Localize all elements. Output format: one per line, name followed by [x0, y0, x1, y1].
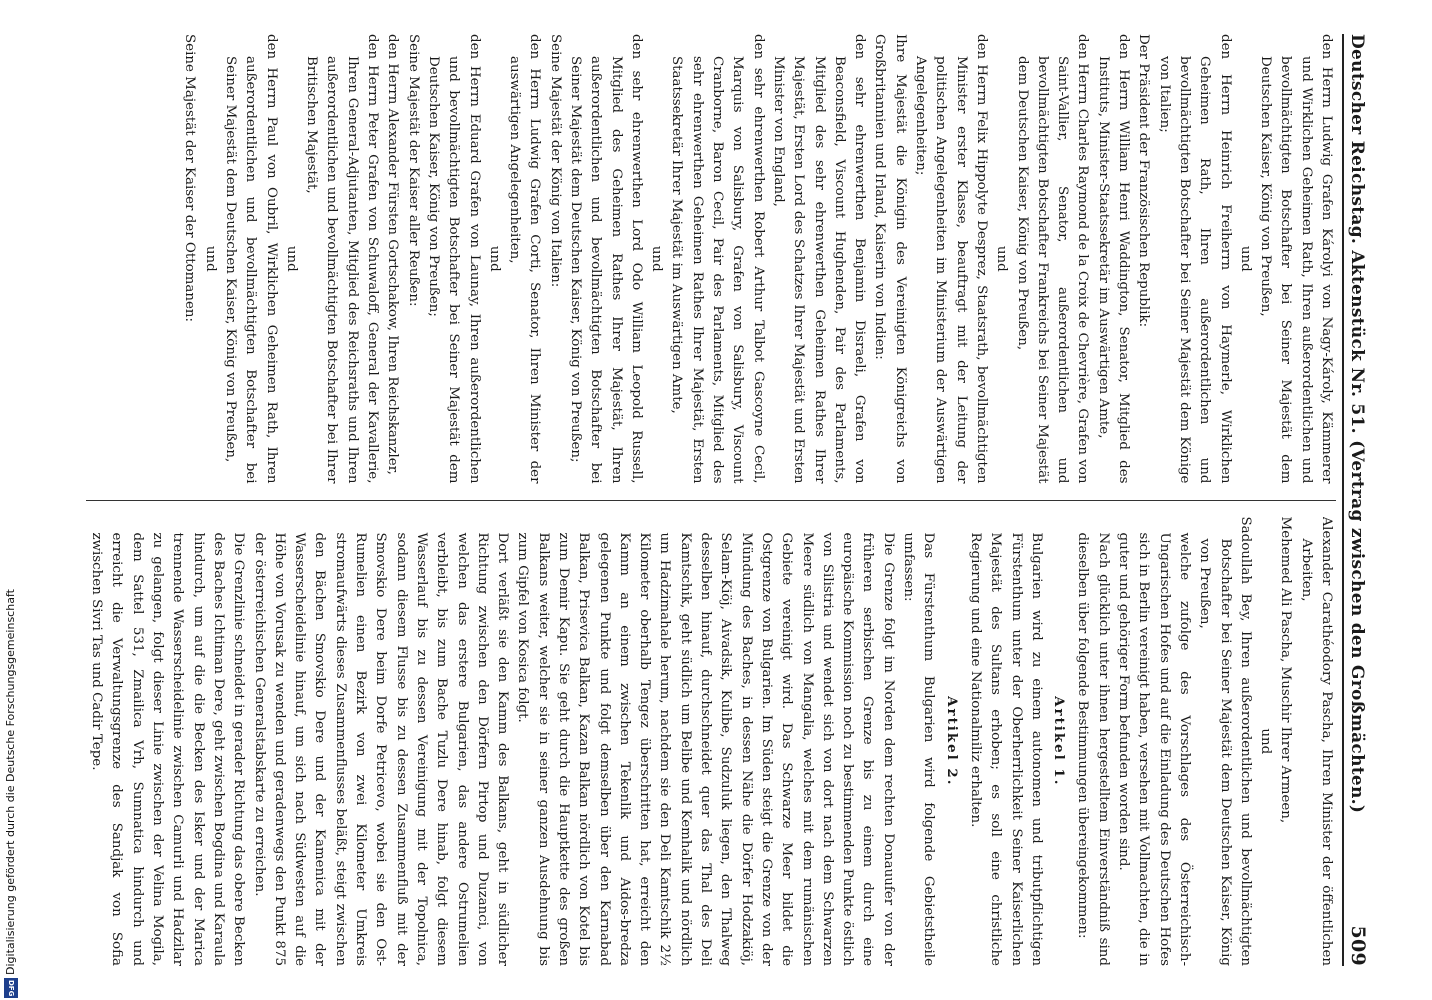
paragraph: Ihre Majestät die Königin des Vereinigten Königreichs von Großbritannien und Irland, Kaiserin von Indien:: [872, 34, 908, 484]
paragraph: und: [486, 245, 502, 272]
paragraph: Die Grenze folgt im Norden dem rechten Donauufer von der früheren serbischen Grenze bis zu einem durch eine europäische Kommission noch zu bestimmenden Punkte östlich von Silistria und wendet sich von dort nach dem Schwarzen Meere südlich von Mangalia, welches mit dem rumänischen Gebiete vereinigt wird. Das Schwarze Meer bildet die Ostgrenze von Bulgarien. Im Süden steigt die Grenze von der Mündung des Baches, in dessen Nähe die Dörfer Hodzakiöj, Selam-Kiöj, Aivadsik, Kulibe, Sudzuluk liegen, den Thalweg desselben hinauf, durchschneidet quer das Thal des Deli Kamtschik, geht südlich um Belibe und Kemhalik und nördlich um Hadzimahale herum, nachdem sie den Deli Kamtschik 2½ Kilometer oberhalb Tengez überschritten hat, erreicht den Kamm an einem zwischen Tekenlik und Aidos-bredza gelegenen Punkte und folgt demselben über den Karnabad Balkan, Prisevica Balkan, Kazan Balkan nördlich von Kotel bis zum Demir Kapu. Sie geht durch die Hauptkette des großen Balkans weiter, welcher sie in seiner ganzen Ausdehnung bis zum Gipfel von Kosica folgt.: [515, 532, 896, 966]
paragraph: welche zufolge des Vorschlages des Österreichisch-Ungarischen Hofes und auf die Einladung des Deutschen Hofes sich in Berlin vereinigt haben, versehen mit Vollmachten, die in guter und gehöriger Form befunden worden sind.: [1116, 532, 1192, 966]
dfg-logo-icon: DFG: [4, 978, 18, 998]
page-header: [1342, 34, 1369, 966]
paragraph: Sadoullah Bey, Ihren außerordentlichen und bevollmächtigten Botschafter bei Seiner Majestät dem Deutschen Kaiser, König von Preußen,: [1197, 516, 1253, 966]
paragraph: Das Fürstenthum Bulgarien wird folgende Gebietstheile umfassen:: [901, 532, 937, 966]
paragraph: den Herrn Alexander Fürsten Gortschakow, Ihren Reichskanzler,: [385, 34, 401, 475]
paragraph: den Herrn William Henri Waddington, Senator, Mitglied des Instituts, Minister-Staatssekretär im Auswärtigen Amte,: [1095, 34, 1132, 484]
paragraph: den sehr ehrenwerthen Lord Odo William Leopold Russell, Mitglied des Geheimen Rathes Ihrer Majestät, Ihren außerordentlichen und bevollmächtigten Botschafter bei Seiner Majestät dem Deutschen Kaiser, König von Preußen;: [568, 34, 644, 484]
paragraph: Seine Majestät der Kaiser der Ottomanen:: [182, 34, 198, 323]
paragraph: und: [649, 245, 665, 272]
paragraph: den Herrn Ludwig Grafen Károlyi von Nagy-Károly, Kämmerer und Wirklichen Geheimen Rath, Ihren außerordentlichen und bevollmächtigten Botschafter bei Seiner Majestät dem Deutschen Kaiser, König von Preußen,: [1258, 34, 1334, 484]
paragraph: und: [1258, 728, 1274, 755]
text-columns: [86, 34, 1336, 966]
paragraph: Nach glücklich unter ihnen hergestelltem Einverständniß sind dieselben über folgende Bestimmungen übereingekommen:: [1075, 532, 1111, 966]
paragraph: den Herrn Paul von Oubril, Wirklichen Geheimen Rath, Ihren außerordentlichen und bevollmächtigten Botschafter bei Seiner Majestät dem Deutschen Kaiser, König von Preußen,: [222, 34, 279, 484]
paragraph: Seine Majestät der Kaiser aller Reußen:: [405, 34, 421, 307]
running-title: Deutscher Reichstag. Aktenstück Nr. 51. (Vertrag zwischen den Großmächten.): [1347, 34, 1367, 814]
paragraph: Dort verläßt sie den Kamm des Balkans, geht in südlicher Richtung zwischen den Dörfern Pirtop und Duzanci, von welchen das erstere Bulgarien, das andere Ostrumelien verbleibt, bis zum Bache Tuzlu Dere hinab, folgt diesem Wasserlauf bis zu dessen Vereinigung mit der Topolnica, sodann diesem Flusse bis zu dessen Zusammenfluß mit der Smovskio Dere beim Dorfe Petricevo, wobei sie den Ost-Rumelien einen Bezirk von zwei Kilometer Umkreis stromaufwärts dieses Zusammenflusses beläßt, steigt zwischen den Bächen Smovskio Dere und der Kamenica mit der Wasserscheidelinie hinauf, um sich nach Südwesten auf die Höhe von Vorusak zu wenden und geradenwegs den Punkt 875 der österreichischen Generalstabskarte zu erreichen.: [251, 532, 511, 966]
funding-note: Digitalisierung gefördert durch die Deutsche Forschungsgemeinschaft: [4, 589, 17, 975]
page-number: 509: [1347, 925, 1369, 966]
paragraph: den Herrn Ludwig Grafen Corti, Senator, Ihren Minister der auswärtigen Angelegenheiten,: [507, 34, 543, 484]
left-column: [86, 34, 1336, 484]
paragraph: Der Präsident der Französischen Republik:: [1136, 34, 1152, 328]
article-heading: Artikel 2.: [943, 696, 960, 787]
document-page: [51, 20, 1381, 980]
paragraph: den Herrn Heinrich Freiherrn von Haymerle, Wirklichen Geheimen Rath, Ihren außerordentlichen und bevollmächtigten Botschafter bei Seiner Majestät dem Könige von Italien;: [1156, 34, 1233, 484]
column-divider: [86, 500, 1336, 501]
paragraph: und: [283, 245, 299, 272]
funding-footer: [3, 0, 19, 1000]
paragraph: Mehemed Ali Pascha, Muschir Ihrer Armeen,: [1278, 516, 1294, 824]
paragraph: den Herrn Charles Raymond de la Croix de Chevrière, Grafen von Saint-Vallier, Senator, außerordentlichen und bevollmächtigten Botschafter Frankreichs bei Seiner Majestät dem Deutschen Kaiser, König von Preußen,: [1014, 34, 1091, 484]
paragraph: den Herrn Eduard Grafen von Launay, Ihren außerordentlichen und bevollmächtigten Botschafter bei Seiner Majestät dem Deutschen Kaiser, König von Preußen;: [425, 34, 482, 484]
article-heading: Artikel 1.: [1051, 696, 1068, 787]
paragraph: Bulgarien wird zu einem autonomen und tributpflichtigen Fürstenthum unter der Oberherrlichkeit Seiner Kaiserlichen Majestät des Sultans erhoben; es soll eine christliche Regierung und eine Nationalmiliz erhalten.: [967, 532, 1044, 966]
paragraph: und: [202, 245, 218, 272]
right-column: [86, 517, 1336, 967]
paragraph: den sehr ehrenwerthen Robert Arthur Talbot Gascoyne Cecil, Marquis von Salisbury, Grafen von Salisbury, Viscount Cranborne, Baron Cecil, Pair des Parlaments, Mitglied des sehr ehrenwerthen Geheimen Rathes Ihrer Majestät, Ersten Staatssekretär Ihrer Majestät im Auswärtigen Amte,: [669, 34, 766, 484]
paragraph: und: [1237, 245, 1253, 272]
paragraph: den Herrn Peter Grafen von Schuwaloff, General der Kavallerie, Ihren General-Adjutanten, Mitglied des Reichsraths und Ihren außerordentlichen und bevollmächtigten Botschafter bei Ihrer Britischen Majestät,: [304, 34, 381, 484]
paragraph: und: [994, 245, 1010, 272]
paragraph: den sehr ehrenwerthen Benjamin Disraeli, Grafen von Beaconsfield, Viscount Hughenden, Pair des Parlaments, Mitglied des sehr ehrenwerthen Geheimen Rathes Ihrer Majestät, Ersten Lord des Schatzes Ihrer Majestät und Ersten Minister von England,: [770, 34, 868, 484]
paragraph: Die Grenzlinie schneidet in gerader Richtung das obere Becken des Baches Ichtiman Dere, geht zwischen Bogdina und Karaula hindurch, um auf die die Becken des Isker und der Marica trennende Wasserscheidelinie zwischen Camurli und Hadzilar zu gelangen, folgt dieser Linie zwischen der Velina Mogila, dem Sattel 531, Zmailica Vrh, Sumnatica hindurch und erreicht die Verwaltungsgrenze des Sandjak von Sofia zwischen Sivri Tas und Cadir Tepe.: [89, 532, 247, 966]
paragraph: Seine Majestät der König von Italien:: [547, 34, 563, 288]
paragraph: Alexander Carathéodory Pascha, Ihren Minister der öffentlichen Arbeiten,: [1298, 516, 1334, 966]
paragraph: den Herrn Felix Hippolyte Desprez, Staatsrath, bevollmächtigten Minister erster Klasse, beauftragt mit der Leitung der politischen Angelegenheiten im Ministerium der Auswärtigen Angelegenheiten;: [913, 34, 989, 484]
